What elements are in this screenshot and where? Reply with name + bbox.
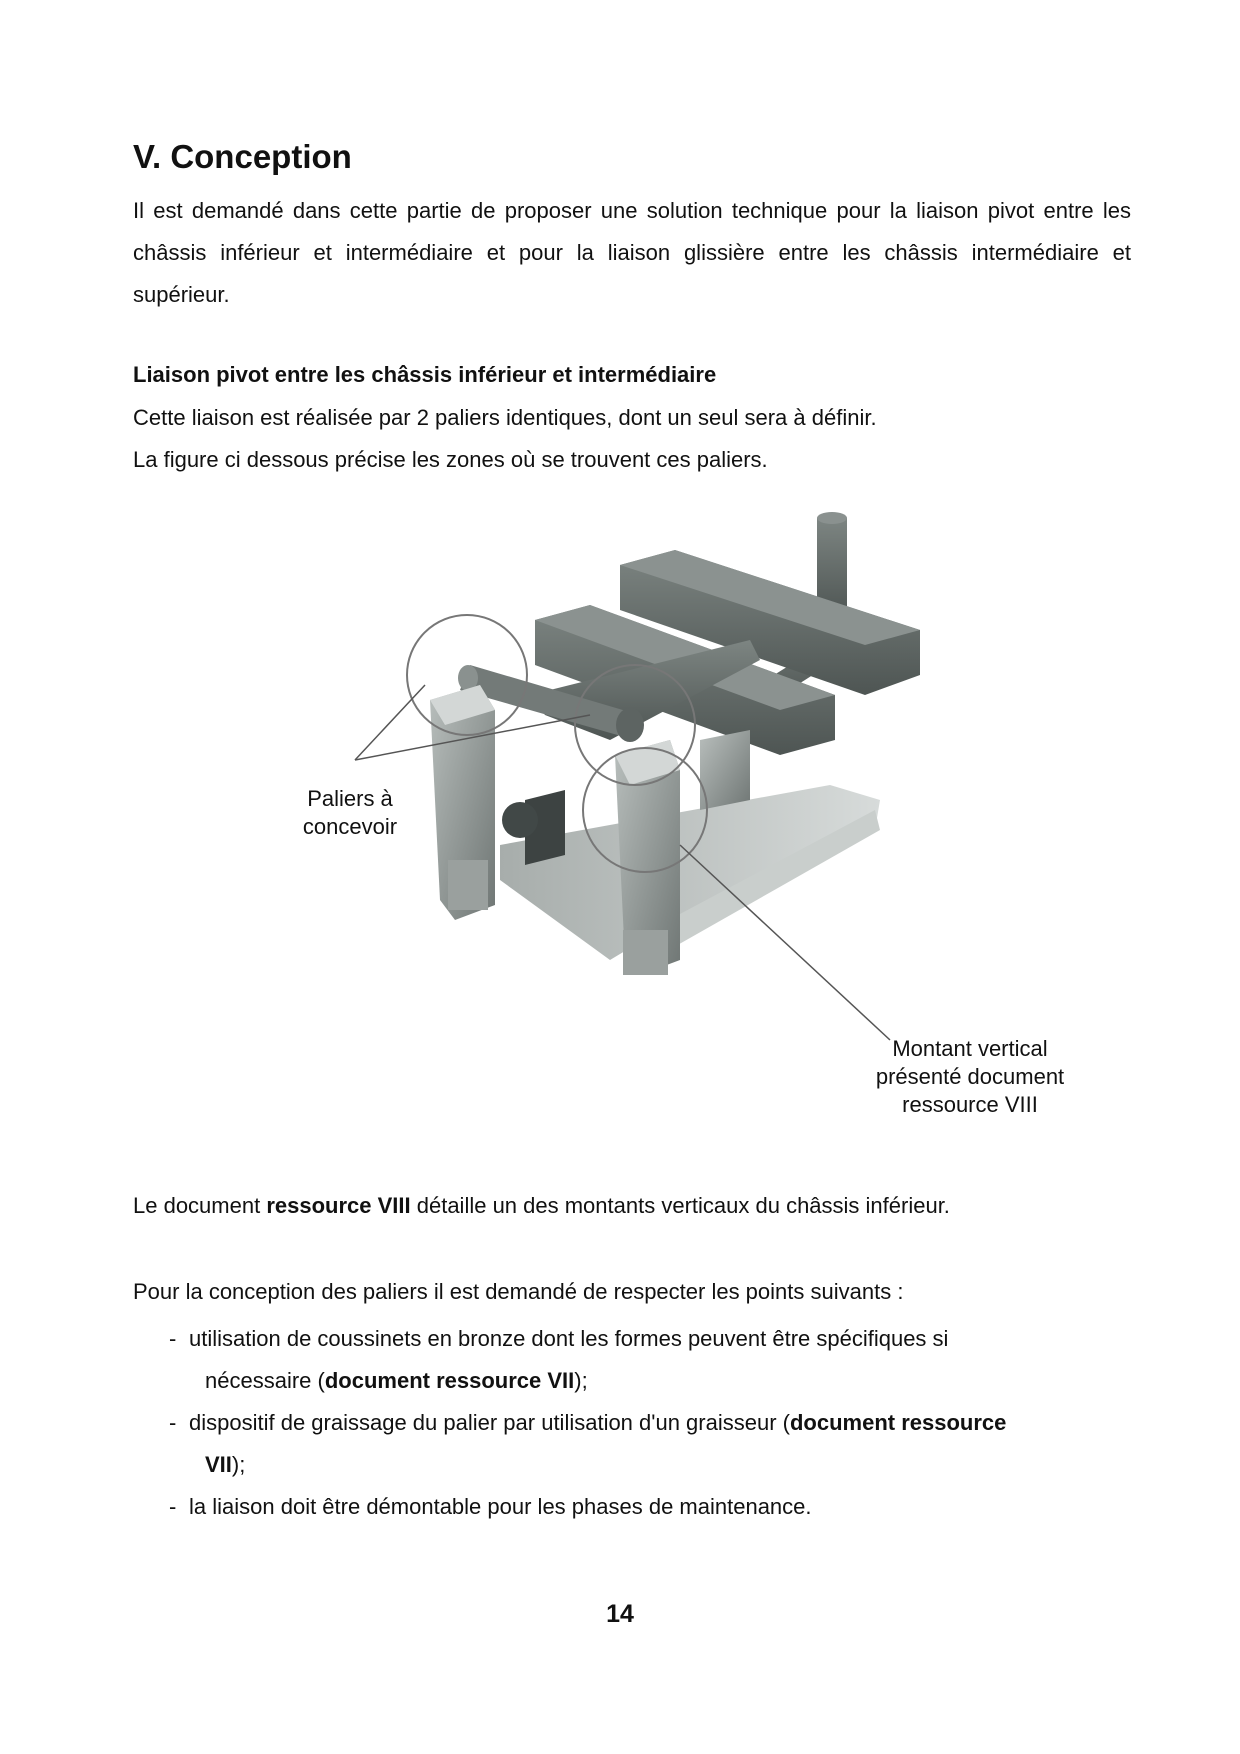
list-dash: - (169, 1494, 177, 1519)
section-heading: V. Conception (133, 138, 352, 175)
callout-montant-line-3: ressource VIII (902, 1092, 1038, 1117)
doc-para-prefix: Le document (133, 1193, 267, 1218)
callout-paliers-line-1: Paliers à (307, 786, 393, 811)
list-item (133, 1402, 1131, 1486)
list-item (133, 1318, 1131, 1402)
list-item-text-b: nécessaire ( (205, 1368, 325, 1393)
pivot-description-line-1: Cette liaison est réalisée par 2 paliers identiques, dont un seul sera à définir. (133, 405, 877, 430)
subsection-title: Liaison pivot entre les châssis inférieur et intermédiaire (133, 362, 717, 387)
callout-montant (860, 1035, 1080, 1119)
list-item-end: ); (574, 1368, 588, 1393)
lower-frame (500, 730, 880, 960)
list-item-text: la liaison doit être démontable pour les phases de maintenance. (189, 1494, 812, 1519)
list-item-end: ); (231, 1452, 246, 1477)
list-item-text: utilisation de coussinets en bronze dont les formes peuvent être spécifiques si (189, 1326, 949, 1351)
requirements-list (133, 1318, 1131, 1528)
left-post (430, 685, 495, 920)
points-intro: Pour la conception des paliers il est demandé de respecter les points suivants : (133, 1279, 904, 1304)
doc-para-bold: ressource VIII (266, 1193, 411, 1218)
callout-montant-line-2: présenté document (875, 1064, 1065, 1089)
pivot-description-line-2: La figure ci dessous précise les zones où se trouvent ces paliers. (133, 447, 768, 472)
list-item-bold: document ressource VII (324, 1368, 575, 1393)
list-item-continuation (189, 1444, 1131, 1486)
list-item-continuation (189, 1360, 1131, 1402)
document-reference-paragraph (133, 1193, 950, 1219)
list-item-bold: document ressource (789, 1410, 1007, 1435)
list-item-bold-b: VII (205, 1452, 232, 1477)
doc-para-suffix: détaille un des montants verticaux du châssis inférieur. (410, 1193, 950, 1218)
intro-paragraph: Il est demandé dans cette partie de proposer une solution technique pour la liaison pivot entre les châssis inférieur et intermédiaire et pour la liaison glissière entre les châssis intermédiaire et supérieur. (133, 198, 1131, 307)
right-post (615, 740, 680, 975)
callout-paliers-line-2: concevoir (302, 814, 398, 839)
page-number: 14 (606, 1600, 634, 1628)
callout-paliers (290, 785, 410, 841)
list-item-text: dispositif de graissage du palier par utilisation d'un graisseur ( (189, 1410, 790, 1435)
list-dash: - (169, 1326, 177, 1351)
list-item (133, 1486, 1131, 1528)
callout-montant-line-1: Montant vertical (892, 1036, 1048, 1061)
list-dash: - (169, 1410, 177, 1435)
